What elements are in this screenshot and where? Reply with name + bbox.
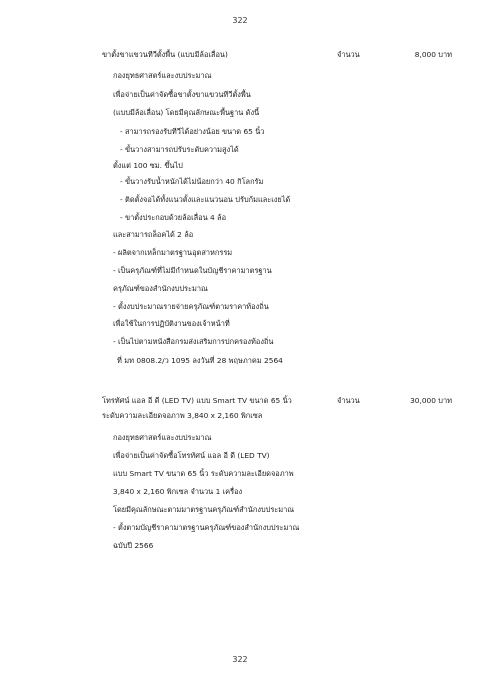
detail-line: เพื่อจ่ายเป็นค่าจัดซื้อโทรทัศน์ แอล อี ดี (LED TV) <box>113 451 270 460</box>
detail-line: (แบบมีล้อเลื่อน) โดยมีคุณลักษณะพื้นฐาน ดังนี้ <box>113 108 260 117</box>
item-header <box>102 49 452 63</box>
page-number-top: 322 <box>232 16 248 25</box>
detail-line: กองยุทธศาสตร์และงบประมาณ <box>113 71 212 80</box>
detail-line: - ผลิตจากเหล็กมาตรฐานอุตสาหกรรม <box>113 248 233 257</box>
detail-line: 3,840 x 2,160 พิกเซล จำนวน 1 เครื่อง <box>113 487 243 496</box>
detail-line: - เป็นไปตามหนังสือกรมส่งเสริมการปกครองท้องถิ่น <box>113 337 274 346</box>
budget-item-led-tv <box>102 395 452 409</box>
item-title: ขาตั้งขาแขวนทีวีตั้งพื้น (แบบมีล้อเลื่อน) <box>102 50 228 59</box>
detail-line: - ขั้นวางสามารถปรับระดับความสูงได้ <box>120 145 239 154</box>
detail-line: ที่ มท 0808.2/ว 1095 ลงวันที่ 28 พฤษภาคม 2564 <box>117 356 283 365</box>
detail-line: ตั้งแต่ 100 ซม. ขึ้นไป <box>113 161 183 170</box>
detail-line: - ตั้งงบประมาณรายจ่ายครุภัณฑ์ตามราคาท้องถิ่น <box>113 302 269 311</box>
detail-line: แบบ Smart TV ขนาด 65 นิ้ว ระดับความละเอียดจอภาพ <box>113 469 294 478</box>
item-price: 8,000 บาท <box>414 50 452 59</box>
page-number-bottom: 322 <box>232 655 248 664</box>
item-price: 30,000 บาท <box>410 396 452 405</box>
detail-line: เพื่อใช้ในการปฏิบัติงานของเจ้าหน้าที่ <box>113 319 230 328</box>
budget-item-tv-stand <box>102 49 452 63</box>
detail-line: ครุภัณฑ์ของสำนักงบประมาณ <box>113 284 208 293</box>
detail-line: - เป็นครุภัณฑ์ที่ไม่มีกำหนดในบัญชีราคามาตรฐาน <box>113 266 272 275</box>
detail-line: - ขั้นวางรับน้ำหนักได้ไม่น้อยกว่า 40 กิโลกรัม <box>120 177 264 186</box>
detail-line: ฉบับปี 2566 <box>113 541 154 550</box>
detail-line: โดยมีคุณลักษณะตามมาตรฐานครุภัณฑ์สำนักงบประมาณ <box>113 505 295 514</box>
detail-line: - ตั้งตามบัญชีราคามาตรฐานครุภัณฑ์ของสำนักงบประมาณ <box>113 523 300 532</box>
item-title-continued: ระดับความละเอียดจอภาพ 3,840 x 2,160 พิกเซล <box>102 411 263 420</box>
item-unit-label: จำนวน <box>337 50 360 59</box>
detail-line: กองยุทธศาสตร์และงบประมาณ <box>113 433 212 442</box>
detail-line: - ติดตั้งจอได้ทั้งแนวตั้งและแนวนอน ปรับก้มและเงยได้ <box>120 195 291 204</box>
detail-line: - สามารถรองรับทีวีได้อย่างน้อย ขนาด 65 นิ้ว <box>120 127 265 136</box>
detail-line: และสามารถล็อคได้ 2 ล้อ <box>113 230 194 239</box>
item-title: โทรทัศน์ แอล อี ดี (LED TV) แบบ Smart TV ขนาด 65 นิ้ว <box>102 396 292 405</box>
item-unit-label: จำนวน <box>337 396 360 405</box>
detail-line: เพื่อจ่ายเป็นค่าจัดซื้อขาตั้งขาแขวนทีวีตั้งพื้น <box>113 90 251 99</box>
detail-line: - ขาตั้งประกอบด้วยล้อเลื่อน 4 ล้อ <box>120 213 227 222</box>
item-header <box>102 395 452 409</box>
